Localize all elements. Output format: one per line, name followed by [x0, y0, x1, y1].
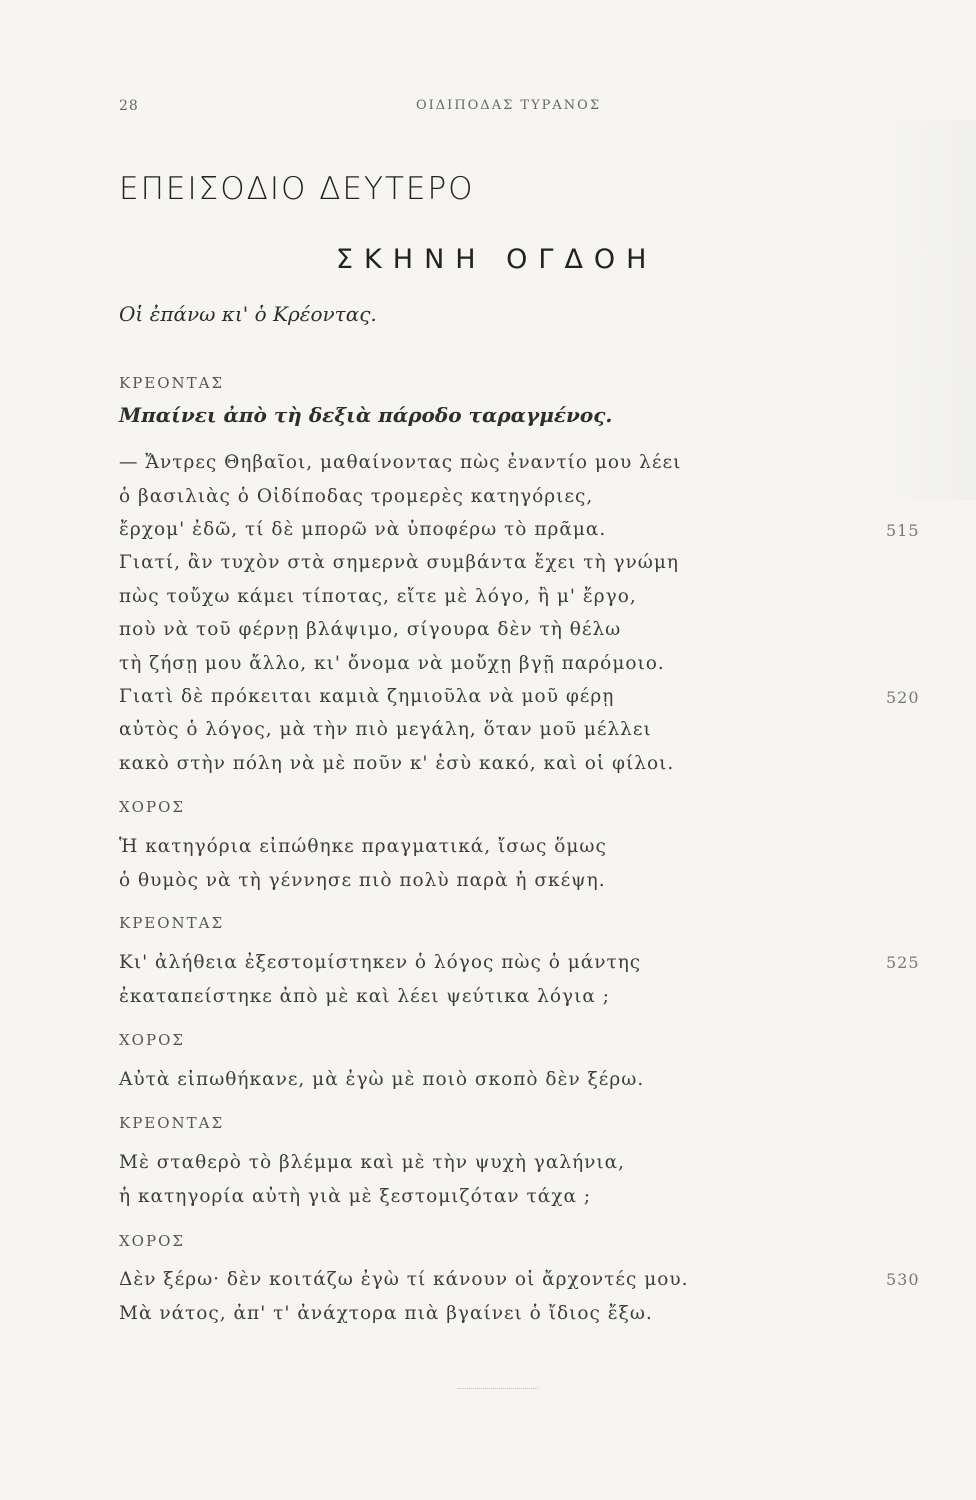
verse-line: — Ἄντρες Θηβαῖοι, μαθαίνοντας πὼς ἐναντίο μου λέει — [119, 452, 682, 473]
verse-line: ἡ κατηγορία αὐτὴ γιὰ μὲ ξεστομιζόταν τάχα ; — [119, 1186, 592, 1207]
page-number: 28 — [119, 98, 139, 114]
verse-line: Δὲν ξέρω· δὲν κοιτάζω ἐγὼ τί κάνουν οἱ ἄρχοντές μου. — [119, 1269, 689, 1290]
verse-line: ἐκαταπείστηκε ἀπὸ μὲ καὶ λέει ψεύτικα λόγια ; — [119, 986, 610, 1007]
running-title: ΟΙΔΙΠΟΔΑΣ ΤΥΡΑΝΟΣ — [416, 98, 602, 113]
verse-line: τὴ ζήσῃ μου ἄλλο, κι' ὄνομα νὰ μοὔχῃ βγῇ παρόμοιο. — [119, 653, 665, 674]
verse-line: Γιατὶ δὲ πρόκειται καμιὰ ζημιοῦλα νὰ μοῦ φέρῃ — [119, 686, 615, 707]
verse-line: ποὺ νὰ τοῦ φέρνῃ βλάψιμο, σίγουρα δὲν τὴ θέλω — [119, 619, 622, 640]
verse-line: ὁ θυμὸς νὰ τὴ γέννησε πιὸ πολὺ παρὰ ἡ σκέψη. — [119, 870, 606, 891]
verse-line: ἔρχομ' ἐδῶ, τί δὲ μπορῶ νὰ ὑποφέρω τὸ πρᾶμα. — [119, 519, 607, 540]
verse-line: Κι' ἀλήθεια ἐξεστομίστηκεν ὁ λόγος πὼς ὁ μάντης — [119, 952, 642, 973]
line-number: 525 — [886, 953, 920, 972]
stage-direction-entrance: Οἱ ἐπάνω κι' ὁ Κρέοντας. — [119, 302, 377, 326]
footer-ornament — [458, 1388, 538, 1389]
verse-line: αὐτὸς ὁ λόγος, μὰ τὴν πιὸ μεγάλη, ὅταν μοῦ μέλλει — [119, 719, 652, 740]
verse-line: Μὲ σταθερὸ τὸ βλέμμα καὶ μὲ τὴν ψυχὴ γαλήνια, — [119, 1152, 626, 1173]
speaker-choros: ΧΟΡΟΣ — [119, 1232, 185, 1250]
verse-line: Αὐτὰ εἰπωθήκανε, μὰ ἐγὼ μὲ ποιὸ σκοπὸ δὲν ξέρω. — [119, 1069, 645, 1090]
verse-line: κακὸ στὴν πόλη νὰ μὲ ποῦν κ' ἐσὺ κακό, καὶ οἱ φίλοι. — [119, 753, 675, 774]
scene-title: ΣΚΗΝΗ ΟΓΔΟΗ — [336, 244, 658, 275]
line-number: 515 — [886, 521, 920, 540]
episode-title: ΕΠΕΙΣΟΔΙΟ ΔΕΥΤΕΡΟ — [119, 171, 475, 207]
stage-direction-kreon: Μπαίνει ἀπὸ τὴ δεξιὰ πάροδο ταραγμένος. — [119, 403, 613, 427]
verse-line: Μὰ νάτος, ἀπ' τ' ἀνάχτορα πιὰ βγαίνει ὁ ἴδιος ἔξω. — [119, 1303, 653, 1324]
verse-line: ὁ βασιλιὰς ὁ Οἰδίποδας τρομερὲς κατηγόριες, — [119, 486, 594, 507]
verse-line: Ἡ κατηγόρια εἰπώθηκε πραγματικά, ἴσως ὅμως — [119, 836, 607, 857]
page-header — [0, 98, 976, 118]
verse-line: Γιατί, ἂν τυχὸν στὰ σημερνὰ συμβάντα ἔχει τὴ γνώμη — [119, 552, 679, 573]
speaker-choros: ΧΟΡΟΣ — [119, 1031, 185, 1049]
line-number: 520 — [886, 688, 920, 707]
speaker-kreontas: ΚΡΕΟΝΤΑΣ — [119, 1114, 225, 1132]
speaker-kreontas: ΚΡΕΟΝΤΑΣ — [119, 914, 225, 932]
speaker-choros: ΧΟΡΟΣ — [119, 798, 185, 816]
facing-page-bleed — [886, 120, 976, 500]
verse-line: πὼς τοὔχω κάμει τίποτας, εἴτε μὲ λόγο, ἢ μ' ἔργο, — [119, 586, 637, 607]
line-number: 530 — [886, 1270, 920, 1289]
speaker-kreontas: ΚΡΕΟΝΤΑΣ — [119, 374, 225, 392]
